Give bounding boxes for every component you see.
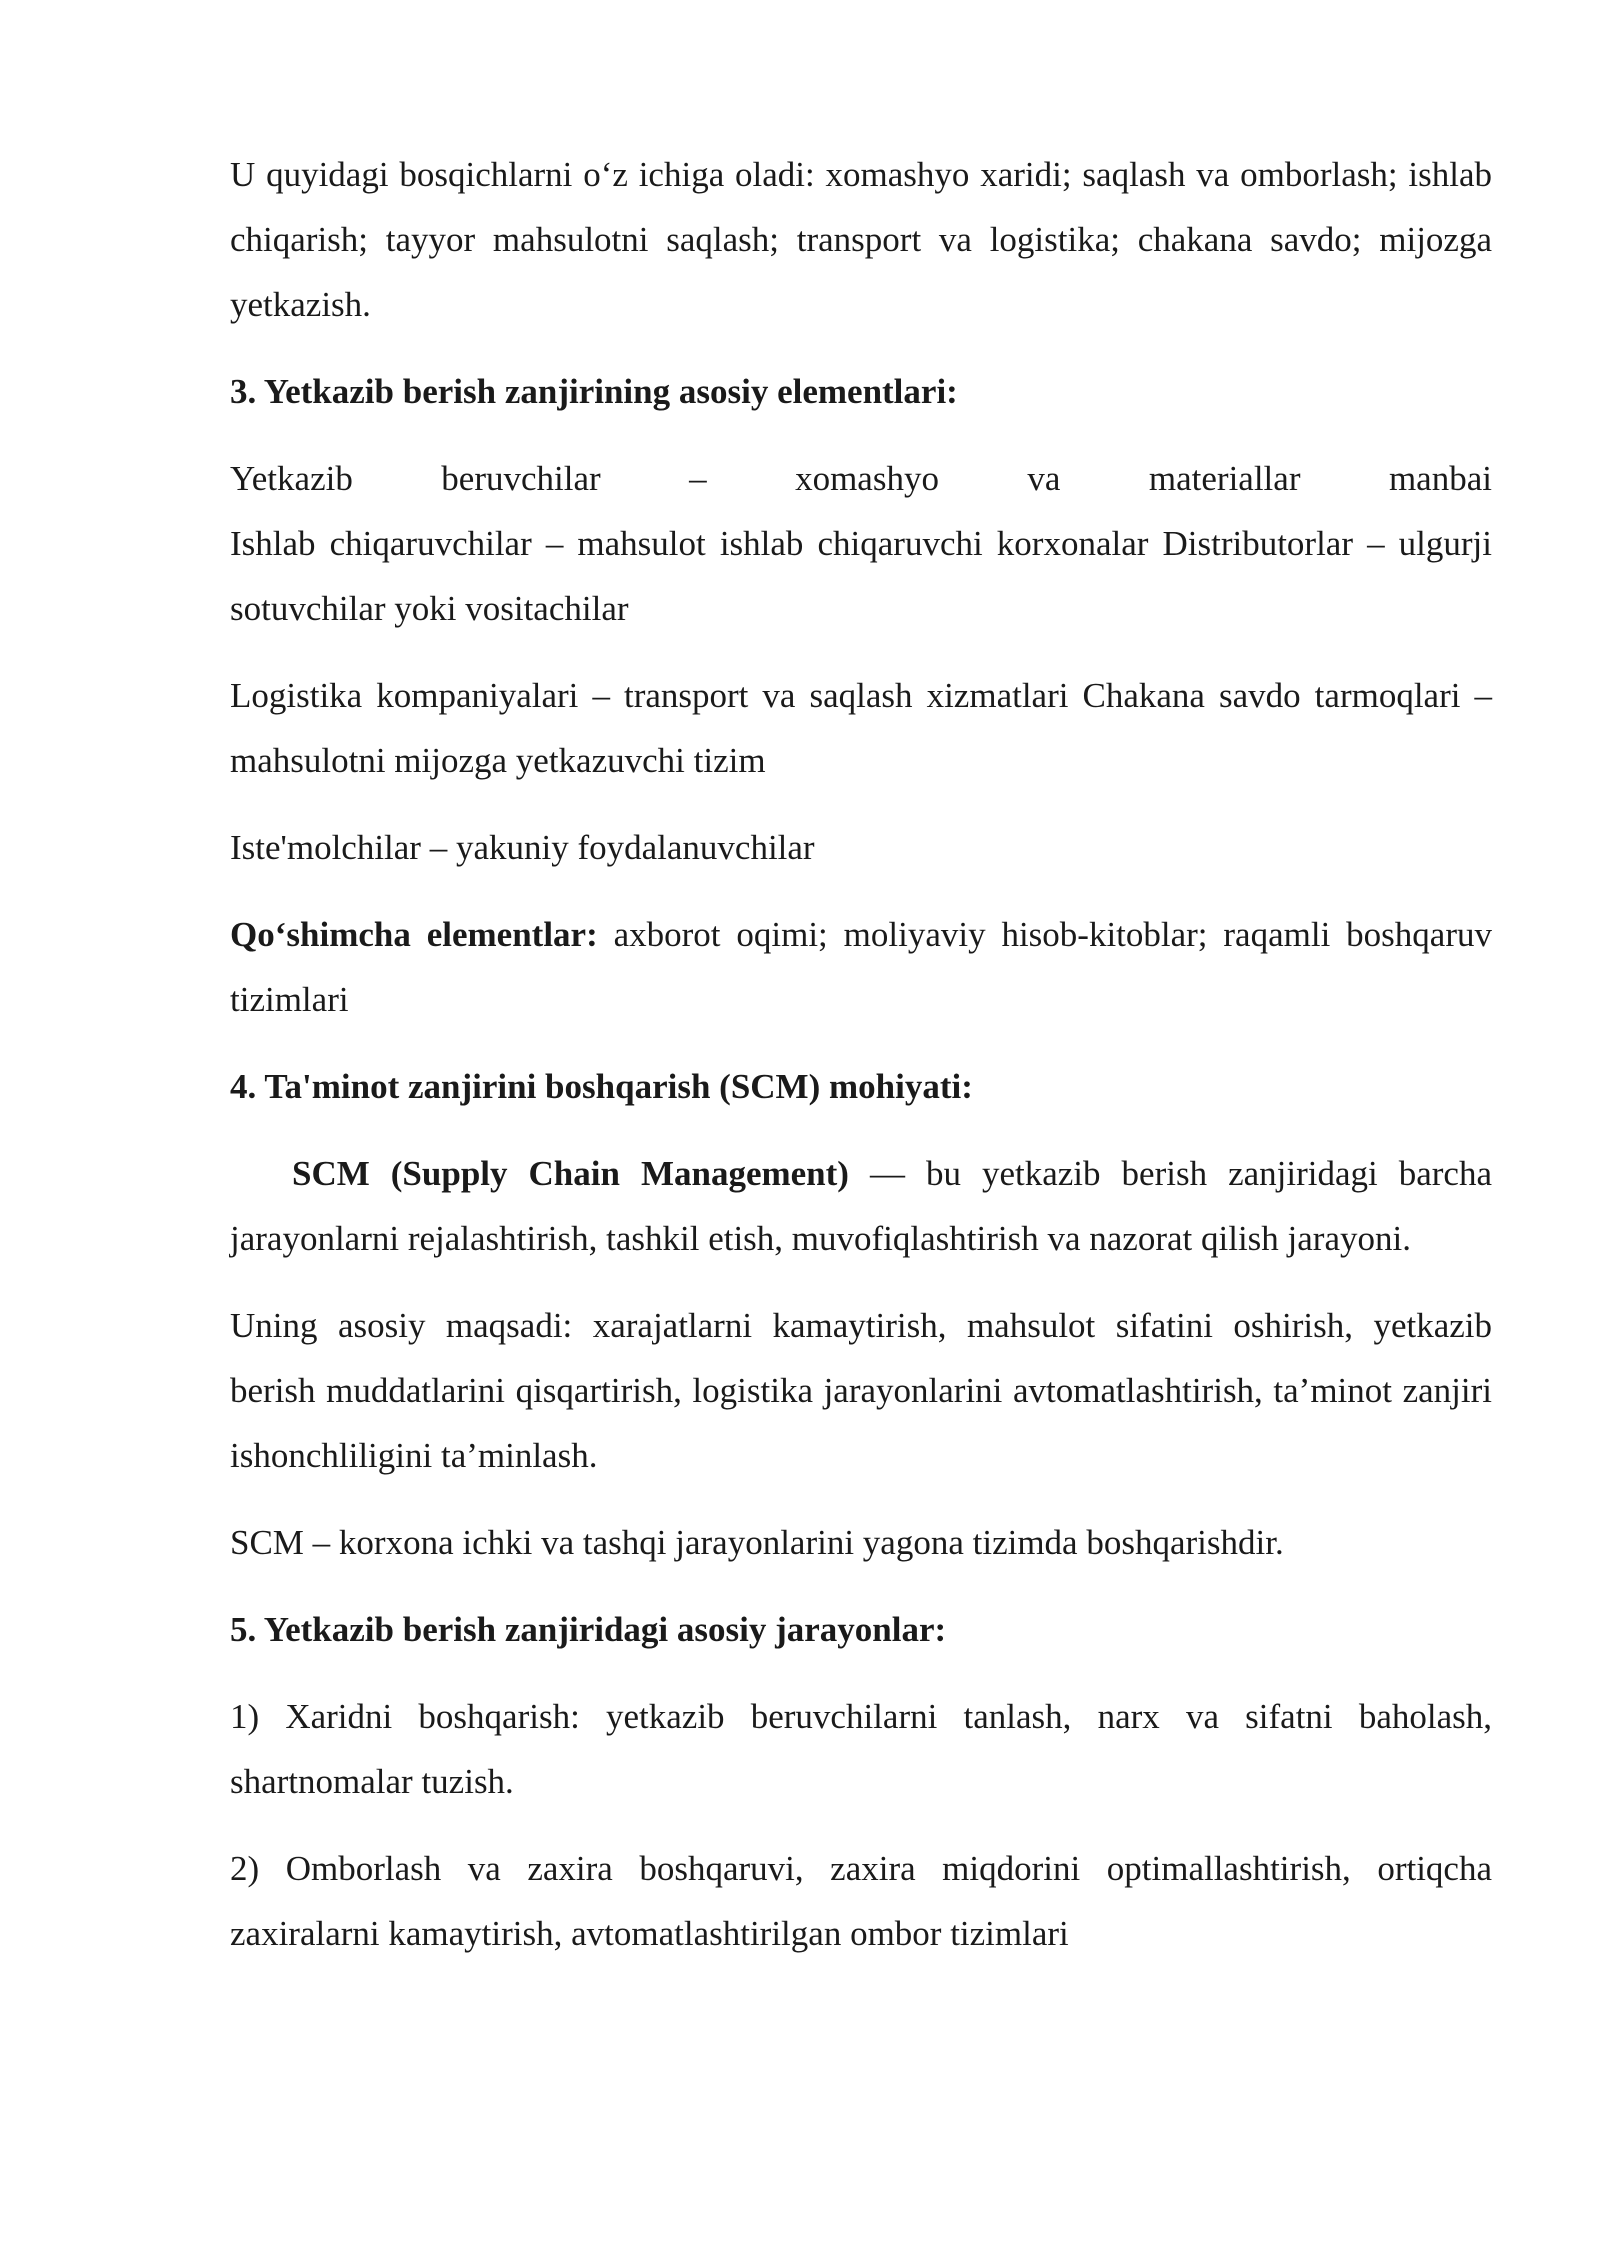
- word: –: [689, 459, 707, 498]
- word: manbai: [1388, 459, 1492, 498]
- document-page: [230, 142, 1492, 1988]
- goal-paragraph: Uning asosiy maqsadi: xarajatlarni kamaytirish, mahsulot sifatini oshirish, yetkazib berish muddatlarini qisqartirish, logistika jarayonlarini avtomatlashtirish, ta’minot zanjiri ishonchliligini ta’minlash.: [230, 1306, 1492, 1475]
- scm-summary-paragraph: SCM – korxona ichki va tashqi jarayonlarini yagona tizimda boshqarishdir.: [230, 1523, 1284, 1562]
- process-item-1: 1) Xaridni boshqarish: yetkazib beruvchilarni tanlash, narx va sifatni baholash, shartnomalar tuzish.: [230, 1697, 1492, 1801]
- section-5-heading: 5. Yetkazib berish zanjiridagi asosiy jarayonlar:: [230, 1610, 947, 1649]
- word: Yetkazib: [230, 459, 353, 498]
- consumers-paragraph: Iste'molchilar – yakuniy foydalanuvchilar: [230, 828, 815, 867]
- intro-paragraph: U quyidagi bosqichlarni o‘z ichiga oladi: xomashyo xaridi; saqlash va omborlash; ishlab chiqarish; tayyor mahsulotni saqlash; transport va logistika; chakana savdo; mijozga yetkazish.: [230, 155, 1492, 324]
- scm-text: — bu yetkazib berish zanjiridagi barcha jarayonlarni rejalashtirish, tashkil etish, muvofiqlashtirish va nazorat qilish jarayoni.: [230, 1154, 1492, 1258]
- scm-definition-paragraph: [230, 1141, 1492, 1271]
- word: beruvchilar: [441, 459, 601, 498]
- section-4-heading: 4. Ta'minot zanjirini boshqarish (SCM) mohiyati:: [230, 1067, 973, 1106]
- extra-elements-paragraph: [230, 902, 1492, 1032]
- word: va: [1027, 459, 1061, 498]
- process-item-2: 2) Omborlash va zaxira boshqaruvi, zaxira miqdorini optimallashtirish, ortiqcha zaxiralarni kamaytirish, avtomatlashtirilgan ombor tizimlari: [230, 1849, 1492, 1953]
- word: xomashyo: [795, 459, 939, 498]
- scm-label: SCM (Supply Chain Management): [292, 1154, 849, 1193]
- elements-paragraph: [230, 446, 1492, 641]
- logistics-paragraph: Logistika kompaniyalari – transport va saqlash xizmatlari Chakana savdo tarmoqlari – mahsulotni mijozga yetkazuvchi tizim: [230, 676, 1492, 780]
- elements-line-suppliers: [230, 446, 1492, 511]
- section-3-heading: 3. Yetkazib berish zanjirining asosiy elementlari:: [230, 372, 958, 411]
- extra-elements-label: Qo‘shimcha elementlar:: [230, 915, 598, 954]
- extra-elements-text: axborot oqimi; moliyaviy hisob-kitoblar; raqamli boshqaruv tizimlari: [230, 915, 1492, 1019]
- word: materiallar: [1148, 459, 1301, 498]
- elements-line-manufacturers: Ishlab chiqaruvchilar – mahsulot ishlab chiqaruvchi korxonalar Distributorlar – ulgurji sotuvchilar yoki vositachilar: [230, 524, 1492, 628]
